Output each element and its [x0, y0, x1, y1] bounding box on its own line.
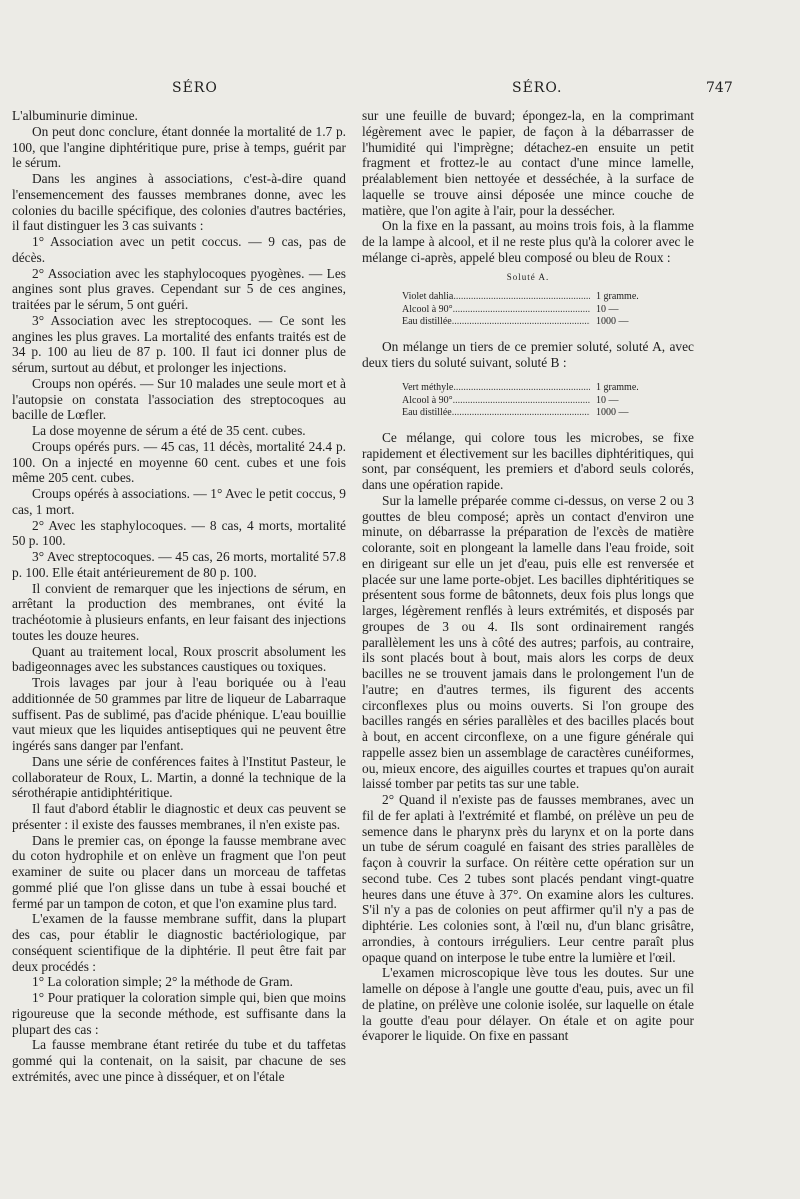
paragraph: On mélange un tiers de ce premier soluté, soluté A, avec deux tiers du soluté suivant, soluté B :: [362, 338, 694, 370]
paragraph: L'examen microscopique lève tous les doutes. Sur une lamelle on dépose à l'angle une goutte d'eau, puis, avec un fil de platine, on prélève une colonie isolée, sur laquelle on étale la goutte d'eau pour délayer. On étale et on agite pour évaporer le liquide. On fixe en passant: [362, 965, 694, 1044]
right-column-mid: [362, 339, 694, 371]
recipe-b-table: [362, 382, 694, 420]
recipe-row: [362, 395, 694, 408]
left-column-paragraphs: [12, 108, 346, 1085]
paragraph: On la fixe en la passant, au moins trois fois, à la flamme de la lampe à alcool, et il ne reste plus qu'à la colorer avec le mélange ci-après, appelé bleu composé ou bleu de Roux :: [362, 218, 694, 265]
paragraph: 2° Association avec les staphylocoques pyogènes. — Les angines sont plus graves. Cependant sur 5 de ces angines, traitées par le sérum, 5 ont guéri.: [12, 265, 346, 312]
paragraph: Croups non opérés. — Sur 10 malades une seule mort et à l'autopsie on constata l'association des streptocoques au bacille de Lœfler.: [12, 375, 346, 423]
ingredient-quantity: 1000 —: [596, 407, 629, 419]
ingredient-quantity: 10 —: [596, 394, 619, 406]
ingredient-name: Vert méthyle: [402, 382, 454, 394]
recipe-row: [362, 316, 694, 329]
ingredient-name: Eau distillée: [402, 407, 452, 419]
ingredient-quantity: 1 gramme.: [596, 291, 639, 303]
recipe-row: [362, 382, 694, 395]
dot-leader: [452, 316, 590, 329]
running-head-center: SÉRO.: [512, 80, 563, 96]
ingredient-quantity: 1000 —: [596, 316, 629, 328]
paragraph: 1° Association avec un petit coccus. — 9 cas, pas de décès.: [12, 234, 346, 265]
paragraph: L'albuminurie diminue.: [12, 108, 138, 123]
recipe-a-title: Soluté A.: [506, 271, 550, 282]
paragraph: On peut donc conclure, étant donnée la mortalité de 1.7 p. 100, que l'angine diphtéritique pure, prise à temps, guérit par le sérum.: [12, 123, 346, 171]
paragraph: 3° Avec streptocoques. — 45 cas, 26 morts, mortalité 57.8 p. 100. Elle était antérieurement de 80 p. 100.: [12, 549, 346, 580]
paragraph: sur une feuille de buvard; épongez-la, en la comprimant légèrement avec le papier, de façon à la débarrasser de l'humidité qui l'imprègne; détachez-en ensuite un petit fragment et frottez-le au contact d'une mince lamelle, préalablement bien nettoyée et desséchée, à la surface de laquelle se trouve ainsi déposée une mince couche de matière, que l'on agite à l'air, pour la dessécher.: [362, 108, 694, 218]
paragraph: La fausse membrane étant retirée du tube et du taffetas gommé qui la contenait, on la saisit, par chacune de ses extrémités, avec une pince à disséquer, et on l'étale: [12, 1037, 346, 1084]
paragraph: Ce mélange, qui colore tous les microbes, se fixe rapidement et électivement sur les bacilles diphtéritiques, qui sont, par conséquent, les premiers et d'abord seuls colorés, dans une opération rapide.: [362, 429, 694, 492]
ingredient-name: Alcool à 90°: [402, 394, 453, 406]
paragraph: 3° Association avec les streptocoques. — Ce sont les angines les plus graves. La mortalité des enfants traités est de 34 p. 100 au lieu de 87 p. 100. Il faut ici donner plus de sérum, surtout au début, et prolonger les injections.: [12, 312, 346, 375]
recipe-row: [362, 407, 694, 420]
paragraph: Croups opérés à associations. — 1° Avec le petit coccus, 9 cas, 1 mort.: [12, 486, 346, 517]
paragraph: Il convient de remarquer que les injections de sérum, en arrêtant la production des membranes, ont évité la trachéotomie à plusieurs enfants, en leur faisant des injections toutes les douze heures.: [12, 580, 346, 643]
running-head-left: SÉRO: [172, 80, 218, 96]
recipe-a-table: [362, 291, 694, 329]
recipe-row: [362, 304, 694, 317]
right-column: [362, 108, 694, 1044]
paragraph: 1° La coloration simple; 2° la méthode de Gram.: [32, 974, 293, 990]
paragraph: Croups opérés purs. — 45 cas, 11 décès, mortalité 24.4 p. 100. On a injecté en moyenne 60 cent. cubes et une fois même 205 cent. cubes.: [12, 438, 346, 486]
paragraph: 2° Quand il n'existe pas de fausses membranes, avec un fil de fer aplati à l'extrémité et flambé, on prélève un peu de semence dans le pharynx près du larynx et on la porte dans un tube de sérum coagulé en faisant des stries parallèles de façon à couvrir la surface. On réitère cette opération sur un second tube. Ces 2 tubes sont placés pendant vingt-quatre heures dans une étuve à 37°. On examine alors les cultures. S'il n'y a pas de colonies on peut affirmer qu'il n'y a pas de diphtérie. Les colonies sont, à l'œil nu, d'un blanc grisâtre, arrondies, à contours irréguliers. Leur centre paraît plus opaque quand on interpose le tube entre la lumière et l'œil.: [362, 792, 694, 965]
paragraph: Dans les angines à associations, c'est-à-dire quand l'ensemencement des fausses membranes donne, avec les colonies du bacille spécifique, des colonies d'autres bactéries, il faut distinguer les 3 cas suivants :: [12, 171, 346, 234]
right-column-intro: [362, 108, 694, 266]
page-number: 747: [706, 80, 733, 96]
recipe-row: [362, 291, 694, 304]
dot-leader: [453, 382, 590, 395]
right-column-rest: [362, 430, 694, 1044]
ingredient-name: Eau distillée: [402, 316, 452, 328]
left-column: [12, 108, 346, 1085]
ingredient-name: Alcool à 90°: [402, 303, 453, 315]
dot-leader: [453, 291, 590, 304]
paragraph: Sur la lamelle préparée comme ci-dessus, on verse 2 ou 3 gouttes de bleu composé; après un contact d'environ une minute, on débarrasse la préparation de l'excès de matière colorante, soit en plongeant la lamelle dans l'eau froide, soit en dirigeant sur elle un jet d'eau, puis elle est renversée et placée sur une lame porte-objet. Les bacilles diphtéritiques se présentent sous forme de bâtonnets, deux fois plus longs que larges, légèrement renflés à leurs extrémités, et disposés par groupes de 3 ou 4. Ils sont ordinairement rangés parallèlement les uns à côté des autres; parfois, au contraire, ils sont placés bout à bout, mais alors les corps de deux bacilles ne se trouvent jamais dans le prolongement l'un de l'autre; en d'autres termes, ils figurent des accents circonflexes plus ou moins ouverts. Si l'on groupe des bacilles rangés en séries parallèles et des bacilles placés bout à bout, en accent circonflexe, on a une figure générale qui rappelle assez bien un assemblage de caractères cunéiformes, ou, mieux encore, des aiguilles courtes et trapues qu'on aurait laissé tomber par petits tas sur une table.: [362, 492, 694, 792]
paragraph: Il faut d'abord établir le diagnostic et deux cas peuvent se présenter : il existe des fausses membranes, il n'en existe pas.: [12, 801, 346, 832]
paragraph: L'examen de la fausse membrane suffit, dans la plupart des cas, pour établir le diagnostic bactériologique, par conséquent scientifique de la diphtérie. Il peut être fait par deux procédés :: [12, 911, 346, 974]
paragraph: Trois lavages par jour à l'eau boriquée ou à l'eau additionnée de 50 grammes par litre de liqueur de Labarraque suffisent. Pas de sublimé, pas d'acide phénique. L'eau bouillie vaut mieux que les liquides antiseptiques qui ne peuvent être ingérés sans danger par l'enfant.: [12, 675, 346, 753]
dot-leader: [453, 395, 590, 408]
dot-leader: [453, 304, 590, 317]
paragraph: Dans le premier cas, on éponge la fausse membrane avec du coton hydrophile et on enlève un fragment que l'on peut examiner de suite ou placer dans un morceau de taffetas gommé plié que l'on glisse dans un tube à essai bouché et fermé par un tampon de coton, et que l'on examine plus tard.: [12, 832, 346, 911]
ingredient-name: Violet dahlia: [402, 291, 454, 303]
dot-leader: [452, 407, 590, 420]
paragraph: La dose moyenne de sérum a été de 35 cent. cubes.: [32, 423, 306, 438]
paragraph: Quant au traitement local, Roux proscrit absolument les badigeonnages avec les substances caustiques ou toxiques.: [12, 643, 346, 675]
ingredient-quantity: 10 —: [596, 303, 619, 315]
paragraph: 2° Avec les staphylocoques. — 8 cas, 4 morts, mortalité 50 p. 100.: [12, 517, 346, 549]
paragraph: 1° Pour pratiquer la coloration simple qui, bien que moins rigoureuse que la seconde méthode, est suffisante dans la plupart des cas :: [12, 990, 346, 1037]
ingredient-quantity: 1 gramme.: [596, 382, 639, 394]
paragraph: Dans une série de conférences faites à l'Institut Pasteur, le collaborateur de Roux, L. Martin, a donné la technique de la sérothérapie antidiphtéritique.: [12, 753, 346, 801]
